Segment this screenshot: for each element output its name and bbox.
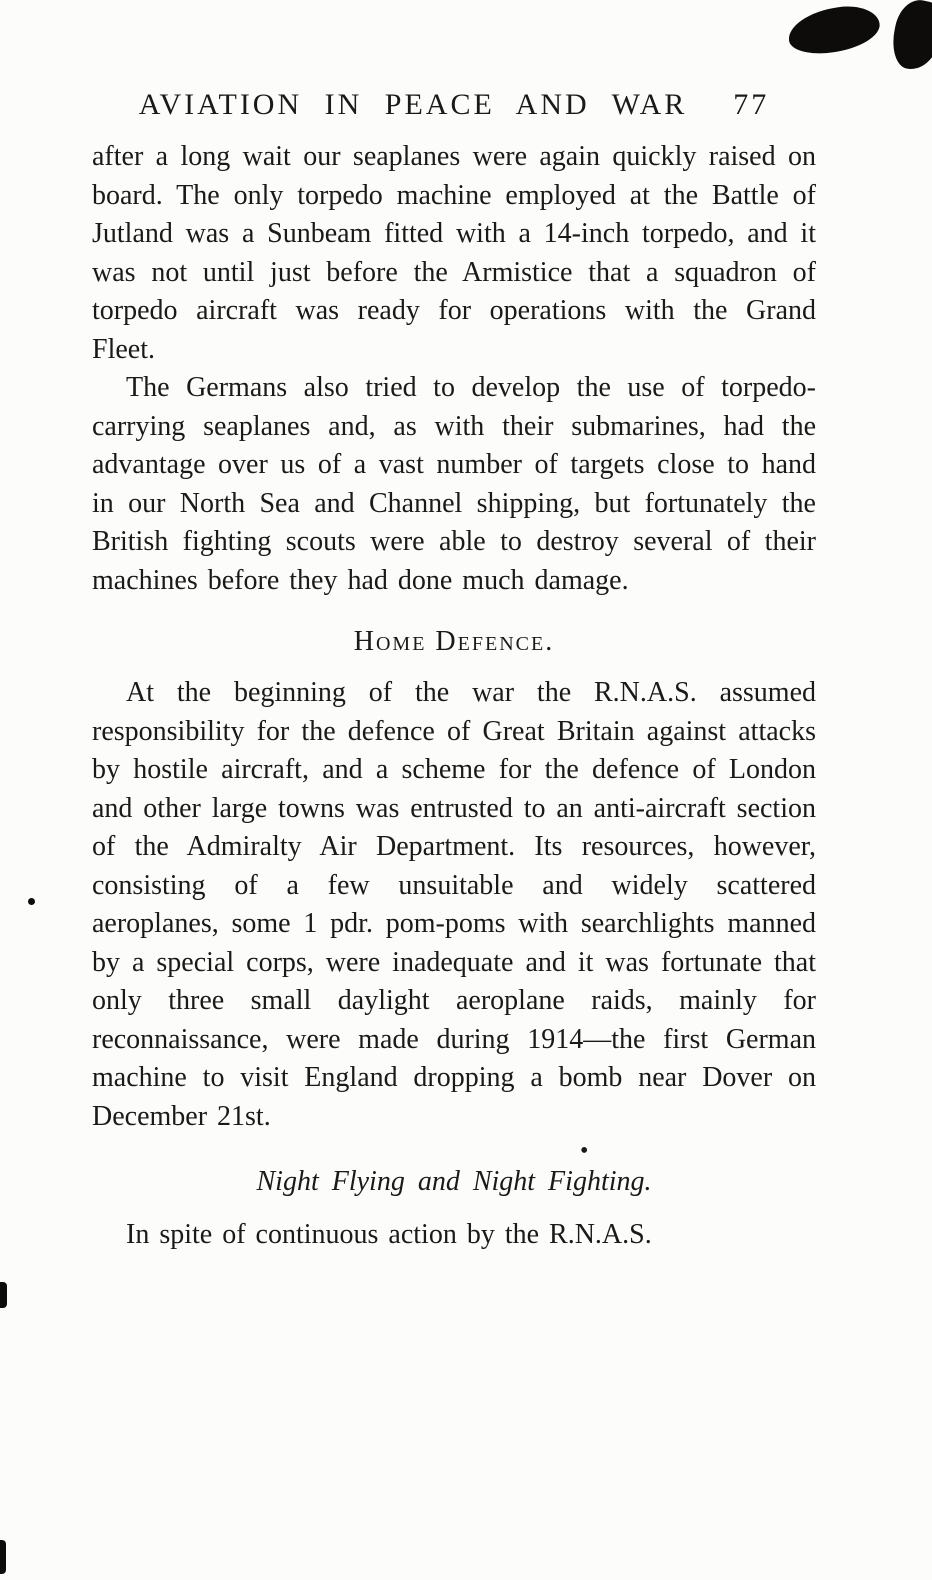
page-content: [92, 88, 816, 1255]
ink-blot-top-right: [785, 2, 882, 58]
ink-mark-left-edge: [0, 1282, 7, 1308]
ink-blot-top-right-edge: [887, 0, 932, 74]
section-heading-home-defence: Home Defence.: [353, 626, 555, 657]
running-header: [92, 88, 816, 122]
paragraph-night-flying: In spite of continuous action by the R.N.A.S.: [126, 1219, 652, 1250]
ink-dot-left-margin: [28, 898, 35, 905]
section-heading-night-flying: Night Flying and Night Fighting.: [256, 1166, 652, 1197]
paragraph-german-seaplanes: The Germans also tried to develop the use of torpedo-carrying seaplanes and, as with their submarines, had the advantage over us of a vast number of targets close to hand in our North Sea and Channel shipping, but fortunately the British fighting scouts were able to destroy several of their machines before they had done much damage.: [92, 372, 816, 596]
ink-dot-ornament: •: [580, 1138, 589, 1164]
page-title: AVIATION IN PEACE AND WAR: [138, 88, 688, 121]
paragraph-torpedo-machines: after a long wait our seaplanes were again quickly raised on board. The only torpedo machine employed at the Battle of Jutland was a Sunbeam fitted with a 14-inch torpedo, and it was not until just before the Armistice that a squadron of torpedo aircraft was ready for operations with the Grand Fleet.: [92, 141, 816, 365]
paragraph-home-defence: At the beginning of the war the R.N.A.S. assumed responsibility for the defence of Great Britain against attacks by hostile aircraft, and a scheme for the defence of London and other large towns was entrusted to an anti-aircraft section of the Admiralty Air Department. Its resources, however, consisting of a few unsuitable and widely scattered aeroplanes, some 1 pdr. pom-poms with searchlights manned by a special corps, were inadequate and it was fortunate that only three small daylight aeroplane raids, mainly for reconnaissance, were made during 1914—the first German machine to visit England dropping a bomb near Dover on December 21st.: [92, 677, 816, 1132]
page-number: 77: [733, 88, 770, 121]
ink-mark-bottom-left-edge: [0, 1540, 6, 1574]
